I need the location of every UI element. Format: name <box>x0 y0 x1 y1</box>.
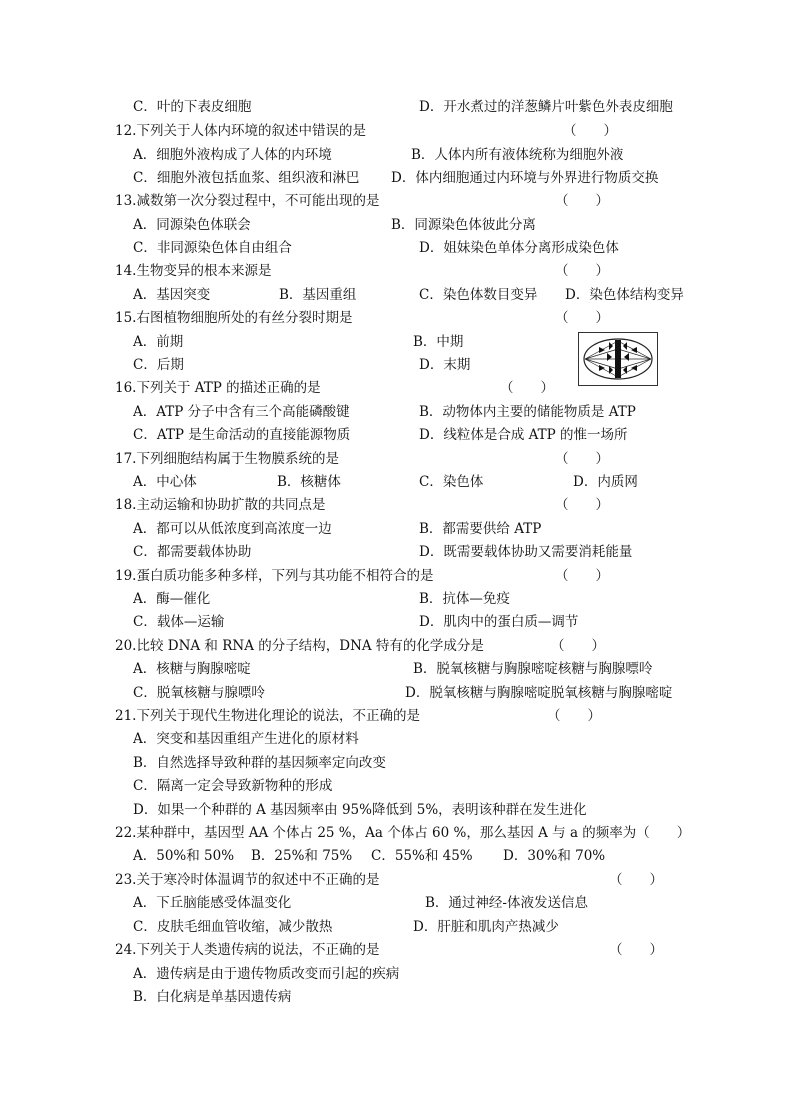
answer-paren: （ ） <box>609 942 663 958</box>
answer-paren: （ ） <box>547 708 601 724</box>
option-d: D．姐妹染色单体分离形成染色体 <box>419 240 619 256</box>
option-c: C．非同源染色体自由组合 <box>133 240 292 256</box>
option-d: D．内质网 <box>573 474 638 490</box>
question-text: 12.下列关于人体内环境的叙述中错误的是 <box>115 123 366 139</box>
question-text: 22.某种群中，基因型 AA 个体占 25 %，Aa 个体占 60 %，那么基因 A 与 a 的频率为（ ） <box>115 825 691 841</box>
option-a: A．核糖与胸腺嘧啶 <box>133 661 251 677</box>
question-text: 24.下列关于人类遗传病的说法，不正确的是 <box>115 942 380 958</box>
option-b: B．动物体内主要的储能物质是 ATP <box>419 404 636 420</box>
option-c: C．脱氧核糖与腺嘌呤 <box>133 685 265 701</box>
option-c: C．载体—运输 <box>133 614 225 630</box>
option-b: B．25%和 75% <box>251 848 353 864</box>
question-text: 19.蛋白质功能多种多样，下列与其功能不相符合的是 <box>115 568 434 584</box>
option-b: B．通过神经-体液发送信息 <box>425 895 588 911</box>
question-text: 21.下列关于现代生物进化理论的说法，不正确的是 <box>115 708 420 724</box>
answer-paren: （ ） <box>555 497 609 513</box>
option-a: A．50%和 50% <box>133 848 235 864</box>
option-d: D．如果一个种群的 A 基因频率由 95%降低到 5%，表明该种群在发生进化 <box>133 802 587 818</box>
option-b: B．抗体—免疫 <box>419 591 510 607</box>
option-b: B．都需要供给 ATP <box>419 521 542 537</box>
option-b: B．中期 <box>413 334 464 350</box>
mitosis-cell-figure <box>578 332 658 386</box>
answer-paren: （ ） <box>555 193 609 209</box>
option-b: B．基因重组 <box>279 287 357 303</box>
option-a: A．突变和基因重组产生进化的原材料 <box>133 731 359 747</box>
option-c: C．都需要载体协助 <box>133 544 252 560</box>
option-a: A．细胞外液构成了人体的内环境 <box>133 147 332 163</box>
option-c: C．细胞外液包括血浆、组织液和淋巴 <box>133 170 360 186</box>
answer-paren: （ ） <box>551 638 605 654</box>
option-d: D．末期 <box>419 357 471 373</box>
option-d: D．体内细胞通过内环境与外界进行物质交换 <box>391 170 659 186</box>
option-c: C．ATP 是生命活动的直接能源物质 <box>133 427 351 443</box>
answer-paren: （ ） <box>500 380 554 396</box>
option-d: D．开水煮过的洋葱鳞片叶紫色外表皮细胞 <box>419 99 673 115</box>
question-text: 18.主动运输和协助扩散的共同点是 <box>115 497 326 513</box>
option-c: C．叶的下表皮细胞 <box>133 99 252 115</box>
option-a: A．遗传病是由于遗传物质改变而引起的疾病 <box>133 966 400 982</box>
option-d: D．脱氧核糖与胸腺嘧啶脱氧核糖与胸腺嘧啶 <box>405 685 673 701</box>
question-text: 15.右图植物细胞所处的有丝分裂时期是 <box>115 310 353 326</box>
option-a: A．中心体 <box>133 474 197 490</box>
option-a: A．前期 <box>133 334 184 350</box>
option-a: A．下丘脑能感受体温变化 <box>133 895 292 911</box>
answer-paren: （ ） <box>609 872 663 888</box>
option-b: B．同源染色体彼此分离 <box>391 217 536 233</box>
question-text: 23.关于寒冷时体温调节的叙述中不正确的是 <box>115 872 380 888</box>
option-a: A．基因突变 <box>133 287 211 303</box>
option-d: D．线粒体是合成 ATP 的惟一场所 <box>419 427 628 443</box>
question-text: 13.减数第一次分裂过程中，不可能出现的是 <box>115 193 380 209</box>
option-b: B．人体内所有液体统称为细胞外液 <box>411 147 624 163</box>
question-text: 14.生物变异的根本来源是 <box>115 263 272 279</box>
option-a: A．酶—催化 <box>133 591 211 607</box>
option-d: D．染色体结构变异 <box>565 287 684 303</box>
option-d: D．30%和 70% <box>503 848 606 864</box>
answer-paren: （ ） <box>555 451 609 467</box>
option-b: B．核糖体 <box>277 474 341 490</box>
option-c: C．隔离一定会导致新物种的形成 <box>133 778 333 794</box>
option-c: C．皮肤毛细血管收缩，减少散热 <box>133 919 333 935</box>
question-text: 17.下列细胞结构属于生物膜系统的是 <box>115 451 339 467</box>
option-b: B．白化病是单基因遗传病 <box>133 989 292 1005</box>
option-c: C．染色体 <box>419 474 484 490</box>
option-d: D．肌肉中的蛋白质—调节 <box>419 614 579 630</box>
question-text: 16.下列关于 ATP 的描述正确的是 <box>115 380 321 396</box>
option-c: C．染色体数目变异 <box>419 287 538 303</box>
option-d: D．肝脏和肌肉产热减少 <box>413 919 559 935</box>
question-text: 20.比较 DNA 和 RNA 的分子结构，DNA 特有的化学成分是 <box>115 638 484 654</box>
option-a: A．同源染色体联会 <box>133 217 251 233</box>
option-b: B．脱氧核糖与胸腺嘧啶核糖与胸腺嘌呤 <box>413 661 653 677</box>
answer-paren: （ ） <box>563 123 617 139</box>
answer-paren: （ ） <box>555 568 609 584</box>
option-a: A．都可以从低浓度到高浓度一边 <box>133 521 332 537</box>
option-c: C．后期 <box>133 357 184 373</box>
answer-paren: （ ） <box>555 263 609 279</box>
option-b: B．自然选择导致种群的基因频率定向改变 <box>133 755 386 771</box>
option-c: C．55%和 45% <box>371 848 473 864</box>
metaphase-cell-icon <box>579 333 657 385</box>
option-a: A．ATP 分子中含有三个高能磷酸键 <box>133 404 350 420</box>
option-d: D．既需要载体协助又需要消耗能量 <box>419 544 633 560</box>
answer-paren: （ ） <box>555 310 609 326</box>
